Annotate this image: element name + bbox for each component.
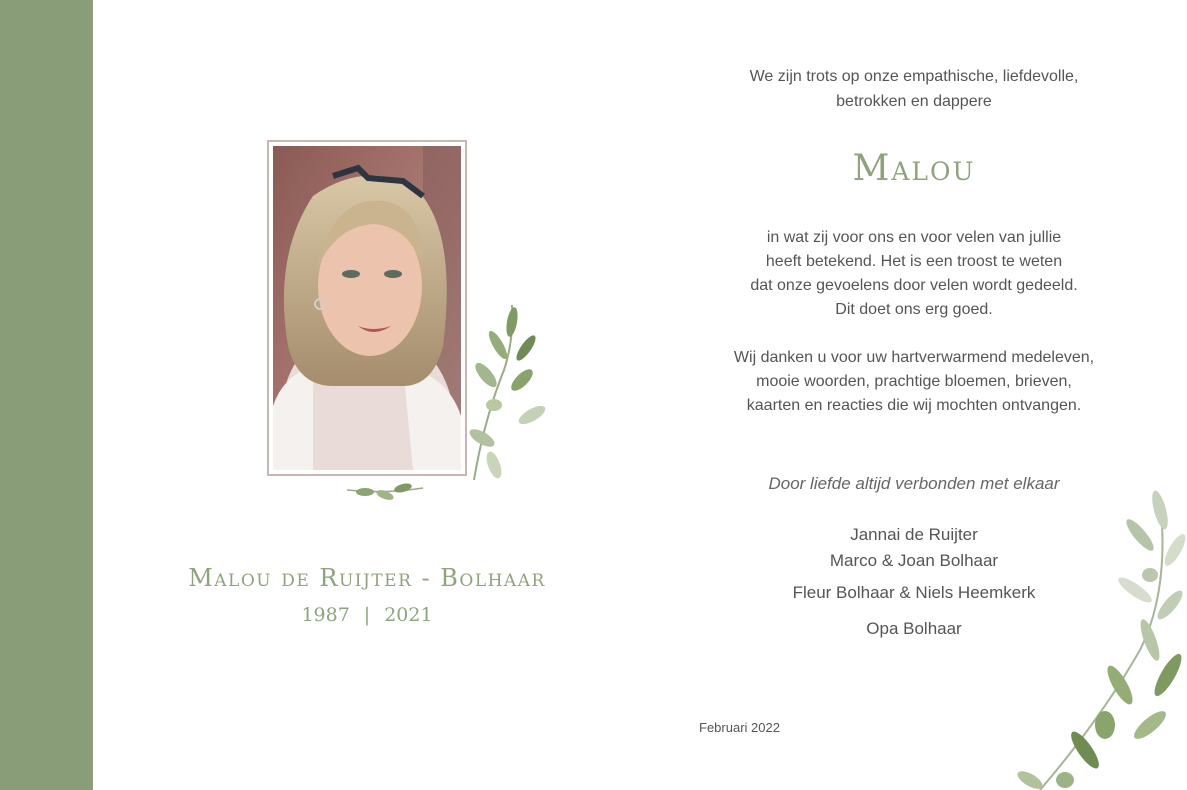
portrait-photo-frame [267, 140, 467, 476]
first-name-heading: Malou [852, 148, 976, 189]
paragraph-line: mooie woorden, prachtige bloemen, brieven, [756, 373, 1072, 390]
death-year: 2021 [384, 604, 433, 626]
portrait-photo [273, 146, 461, 470]
paragraph-line: Wij danken u voor uw hartverwarmend medeleven, [733, 349, 1095, 366]
date-text: Februari 2022 [699, 720, 780, 735]
signer-name: Jannai de Ruijter [850, 525, 978, 544]
paragraph-line: in wat zij voor ons en voor velen van jullie [766, 229, 1062, 246]
life-years [93, 604, 641, 626]
intro-line: betrokken en dappere [836, 93, 992, 110]
side-color-band [0, 0, 93, 790]
intro-text [641, 64, 1187, 114]
paragraph-line: kaarten en reacties die wij mochten ontvangen. [746, 397, 1082, 414]
signer-name: Fleur Bolhaar & Niels Heemkerk [792, 583, 1036, 602]
thanks-paragraph-1 [641, 226, 1187, 322]
paragraph-line: Dit doet ons erg goed. [835, 301, 993, 318]
motto-text: Door liefde altijd verbonden met elkaar [768, 474, 1060, 493]
year-separator: | [363, 604, 371, 626]
intro-line: We zijn trots op onze empathische, liefdevolle, [749, 68, 1079, 85]
signer-name: Marco & Joan Bolhaar [829, 551, 999, 570]
deceased-full-name: Malou de Ruijter - Bolhaar [188, 564, 546, 592]
paragraph-line: heeft betekend. Het is een troost te weten [765, 253, 1063, 270]
small-leaf-decoration [345, 478, 425, 504]
corner-olive-branch-decoration [1010, 480, 1187, 790]
olive-branch-decoration [464, 300, 554, 490]
signer-name: Opa Bolhaar [866, 619, 962, 638]
thanks-paragraph-2 [641, 346, 1187, 418]
paragraph-line: dat onze gevoelens door velen wordt gedeeld. [750, 277, 1078, 294]
birth-year: 1987 [301, 604, 350, 626]
